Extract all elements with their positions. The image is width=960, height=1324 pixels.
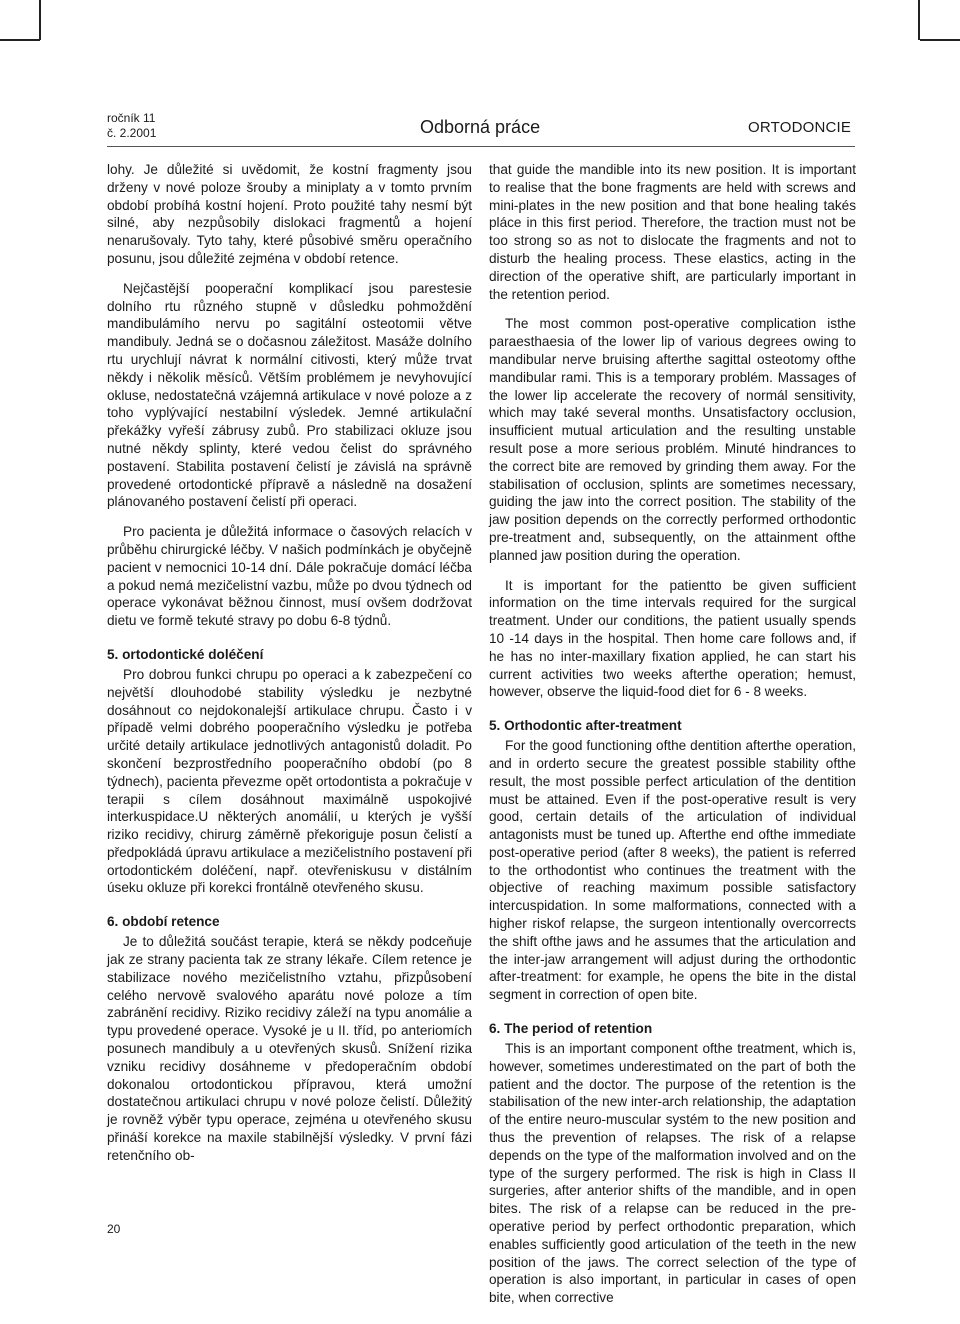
left-heading-5: 5. ortodontické doléčení	[107, 646, 264, 662]
volume-label: ročník 11	[107, 111, 156, 125]
journal-title: Odborná práce	[420, 117, 541, 137]
right-paragraph: For the good functioning ofthe dentition afterthe operation, and in orderto secure the greatest possible stability ofthe result, the most possible perfect articulation of the dentition must be attained. Even if the post-operative result is very good, certain details of the articulation of individual antagonists must be tuned up. Afterthe end ofthe immediate post-operative period (after 8 weeks), the patient is referred to the orthodontist who continues the treatment with the objective of reaching maximum possible satisfactory intercuspidation. In some malformations, connected with a higher riskof relapse, the surgeon intentionally overcorrects the shift ofthe jaws and he assumes that the articulation and the inter-jaw arrangement will adjust during the orthodontic after-treatment: for example, he opens the bite in the distal segment in correction of open bite.	[489, 738, 856, 1003]
header-rule	[107, 146, 855, 147]
section-title: ORTODONCIE	[748, 119, 852, 136]
page-number: 20	[107, 1222, 121, 1236]
issue-label: č. 2.2001	[107, 126, 157, 140]
right-paragraph: that guide the mandible into its new position. It is important to realise that the bone fragments are held with screws and mini-plates in the new position and that bone healing takés pláce in this first period. Therefore, the traction must not be too strong so as not to dislocate the fragments and not to disturb the healing process. These elastics, acting in the direction of the operative shift, are particularly important in the retention period.	[489, 162, 856, 302]
crop-mark-top-right-v	[918, 0, 920, 40]
volume-issue	[107, 111, 156, 141]
right-heading-6: 6. The period of retention	[489, 1021, 653, 1037]
crop-mark-top-left-h	[0, 39, 40, 41]
left-column	[107, 161, 472, 1177]
left-paragraph: Pro pacienta je důležitá informace o časových relacích v průběhu chirurgické léčby. V našich podmínkách je obyčejně pacient v nemocnici 10-14 dní. Dále pokračuje domácí léčba a pokud nemá mezičelistní vazbu, může po dvou týdnech od operace vykonávat běžnou činnost, musí ovšem dodržovat dietu ve formě tekuté stravy po dobu 6-8 týdnů.	[107, 524, 472, 629]
right-heading-5: 5. Orthodontic after-treatment	[489, 718, 682, 734]
right-paragraph: The most common post-operative complication isthe paraesthaesia of the lower lip of various degrees owing to mandibular nerve bruising afterthe sagittal osteotomy ofthe mandibular rami. This is a temporary problém. Massages of the lower lip accelerate the recovery of normál sensitivity, which may také several months. Unsatisfactory occlusion, insufficient mutual articulation and the resulting unstable result pose a more serious problém. Minuté hindrances to the correct bite are removed by grinding them away. For the stabilisation of occlusion, splints are sometimes necessary, guiding the jaw into the correct position. The stability of the jaw position depends on the correctly performed orthodontic pre-treatment and, subsequently, on the attainment ofthe planned jaw position during the operation.	[489, 316, 856, 563]
crop-mark-top-left-v	[39, 0, 41, 40]
left-paragraph: Pro dobrou funkci chrupu po operaci a k zabezpečení co největší dlouhodobé stability výsledku je nezbytné dosáhnout co nejdokonalejší artikulace chrupu. Často i v případě velmi dobrého pooperačního výsledku je potřeba určité detaily artikulace jednotlivých antagonistů doladit. Po skončení bezprostředního pooperačního období (po 8 týdnech), pacienta převezme opět ortodontista a pokračuje v terapii s cílem dosáhnout maximálně uspokojivé interkuspidace.U některých anomálií, u kterých je vyšší riziko recidivy, chirurg záměrně překoriguje posun čelistí a předpokládá úpravu artikulace a mezičelistního postavení při ortodontickém doléčení, např. otevřeniskusu v distálním úseku okluze při korekci frontálně otevřeného skusu.	[107, 666, 472, 896]
right-column	[489, 161, 856, 1319]
right-paragraph: This is an important component ofthe treatment, which is, however, sometimes underestimated on the part of both the patient and the doctor. The purpose of the retention is the stabilisation of the new inter-arch relationship, the adaptation of the entire neuro-muscular systém to the new position and thus the prevention of relapses. The risk of a relapse depends on the type of the malformation involved and on the type of the surgery performed. The risk is high in Class II surgeries, after anterior shifts of the mandible, and in open bites. The risk of a relapse can be reduced in the pre-operative period by perfect orthodontic preparation, which enables sufficiently good articulation of the teeth in the new position of the jaws. The correct selection of the type of operation is also important, in particular in cases of open bite, when corrective	[489, 1041, 856, 1306]
crop-mark-top-right-h	[920, 39, 960, 41]
left-paragraph: lohy. Je důležité si uvědomit, že kostní fragmenty jsou drženy v nové poloze šrouby a miniplaty a v tomto prvním období probíhá kostní hojení. Proto použité tahy nesmí být silné, aby nezpůsobily dislokaci fragmentů a hojení nenarušovaly. Tyto tahy, které působivé směru operačního posunu, jsou důležité zejména v období retence.	[107, 162, 472, 266]
left-paragraph: Je to důležitá součást terapie, která se někdy podceňuje jak ze strany pacienta tak ze strany lékaře. Cílem retence je stabilizace nového mezičelistního vztahu, přizpůsobení celého nervově svalového aparátu nové poloze a tím zabránění recidivy. Riziko recidivy záleží na typu anomálie a typu provedené operace. Vysoké je u II. tříd, po anteriomích posunech mandibuly a u otevřených skusů. Snížení rizika vzniku recidivy dosáhneme v předoperačním období dokonalou ortodontickou přípravou, která umožní dostatečnou artikulaci chrupu v nové poloze čelistí. Důležitý je rovněž výběr typu operace, zejména u otevřeného skusu přináší korekce na maxile stabilnější výsledky. V první fázi retenčního ob-	[107, 934, 472, 1163]
right-paragraph: It is important for the patientto be given sufficient information on the time intervals required for the surgical treatment. Under our conditions, the patient usually spends 10 -14 days in the hospital. Then home care follows and, if he has no inter-maxillary fixation applied, he can start his current activities two weeks afterthe operation; hemust, however, observe the liquid-food diet for 6 - 8 weeks.	[489, 577, 856, 700]
left-heading-6: 6. období retence	[107, 914, 220, 930]
left-paragraph: Nejčastější pooperační komplikací jsou parestesie dolního rtu různého stupně v důsledku pohmoždění mandibulámího nervu po sagitální osteotomii větve mandibuly. Jedná se o dočasnou záležitost. Masáže dolního rtu urychlují návrat k normální citivosti, který může trvat někdy i několik měsíců. Větším problémem je nevyhovující okluse, nedostatečná vzájemná artikulace v nové poloze a z toho vyplývající nestabilní výsledek. Jemné artikulační překážky vyřeší zábrusy zubů. Pro stabilizaci okluze jsou nutné někdy splinty, které vedou čelist do správného postavení. Stabilita postavení čelistí je závislá na správně provedené ortodontické přípravě a následně na dosažení plánovaného postavení čelistí při operaci.	[107, 280, 472, 510]
